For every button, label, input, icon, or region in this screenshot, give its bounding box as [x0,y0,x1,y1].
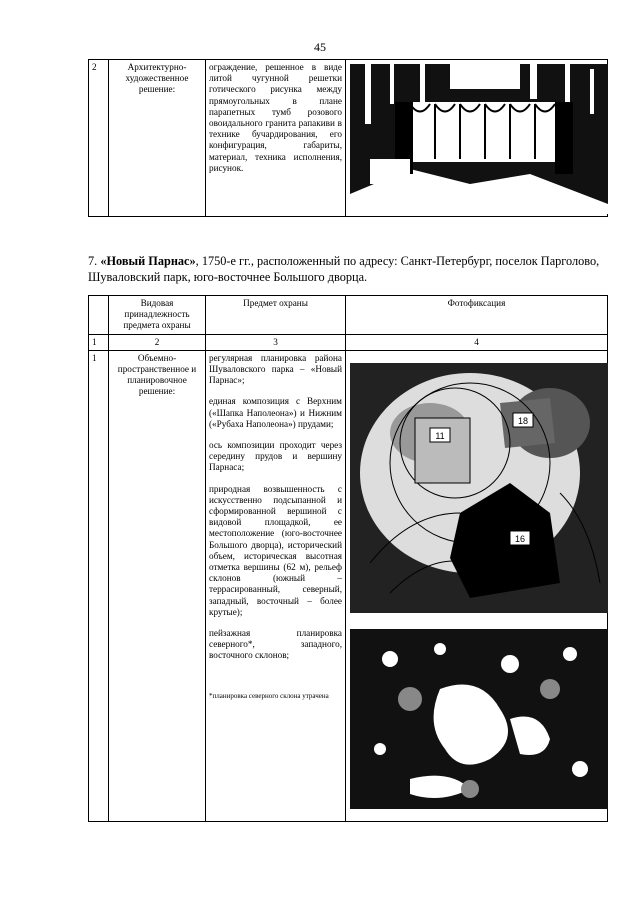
row-number: 2 [89,60,109,217]
col-number: 2 [109,334,206,350]
section-heading [88,253,608,285]
header-photo: Фотофиксация [346,296,608,335]
table-row [89,350,608,821]
protection-subject: ограждение, решенное в виде литой чугунной решетки готического рисунка между прямоугольных в плане парапетных тумб розового овоидального гранита рапакиви в технике бучардирования, его конфигурация, габариты, материал, техника исполнения, рисунок. [206,60,346,217]
subject-item: ось композиции проходит через середину прудов и вершину Парнаса; [209,440,342,473]
page-number: 45 [314,40,326,54]
subject-item: природная возвышенность с искусственно подсыпанной и сформированной вершиной с видовой площадкой, ее местоположение (юго-восточнее Большого дворца), исторический объем, историческая высотная отметка вершины (62 м), рельеф склонов (южный – террасированный, северный, западный, восточный – более крутые); [209,483,342,617]
col-number: 1 [89,334,109,350]
heading-rest: , 1750-е гг., расположенный по адресу: Санкт-Петербург, поселок Парголово, Шуваловский парк, юго-восточнее Большого дворца. [88,254,600,284]
column-number-row [89,334,608,350]
protection-type: Архитектурно-художественное решение: [109,60,206,217]
map-label: 11 [435,430,445,441]
protection-subject [206,350,346,821]
subject-item: пейзажная планировка северного*, западного, восточного склонов; [209,628,342,661]
header-num [89,296,109,335]
photo-cell [346,350,608,821]
row-number: 1 [89,350,109,821]
map-label: 16 [514,533,526,544]
aerial-photo-icon [350,629,608,809]
cast-iron-fence-photo-icon [350,64,608,214]
map-label: 18 [517,415,529,426]
protection-table-continued [88,59,608,217]
col-number: 4 [346,334,608,350]
table-header-row [89,296,608,335]
photo-cell [346,60,608,217]
heading-number: 7. [88,254,98,268]
subject-item: единая композиция с Верхним («Шапка Наполеона») и Нижним («Рубаха Наполеона») прудами; [209,396,342,429]
header-subject: Предмет охраны [206,296,346,335]
protection-type: Объемно-пространственное и планировочное решение: [109,350,206,821]
table-row [89,60,608,217]
heading-name: «Новый Парнас» [100,254,196,268]
header-type: Видовая принадлежность предмета охраны [109,296,206,335]
subject-item: регулярная планировка района Шуваловского парка – «Новый Парнас»; [209,352,342,386]
park-plan-map-icon [350,363,608,613]
protection-table [88,295,608,822]
footnote: *планировка северного склона утрачена [209,691,329,700]
col-number: 3 [206,334,346,350]
